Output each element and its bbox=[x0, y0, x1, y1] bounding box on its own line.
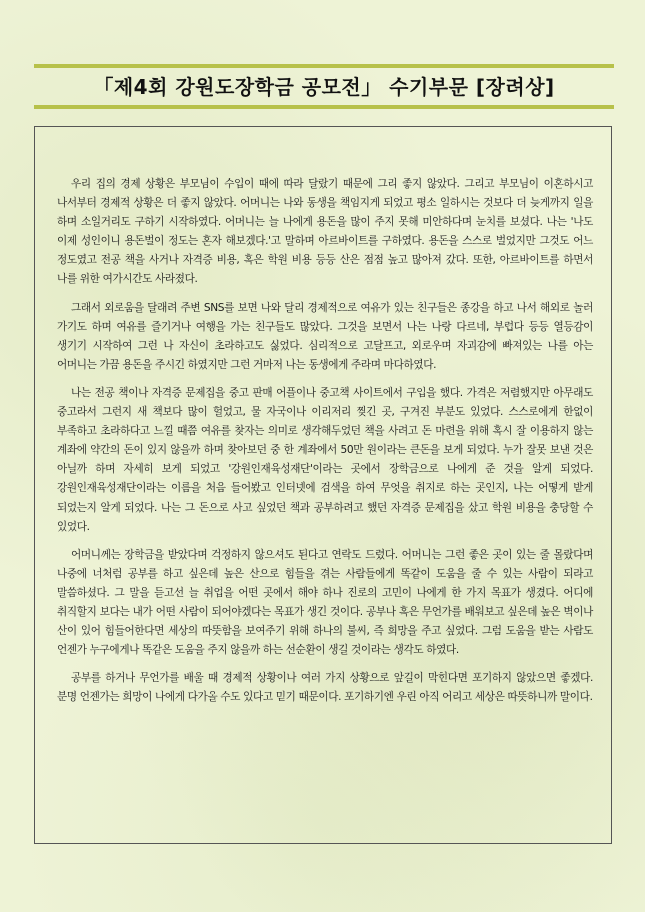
document-title: 「제4회 강원도장학금 공모전」 수기부문 [장려상] bbox=[93, 75, 555, 99]
essay-paragraph-4: 어머니께는 장학금을 받았다며 걱정하지 않으셔도 된다고 연락도 드렸다. 어머니는 그런 좋은 곳이 있는 줄 몰랐다며 나중에 너처럼 공부를 하고 싶은데 높은 산으로 힘들을 겪는 사람들에게 똑같이 도움을 줄 수 있는 사람이 되라고 말씀하셨다. 그 말을 듣고선 늘 취업을 어떤 곳에서 해야 하나 진로의 고민이 나에게 한 가지 목표가 생겼다. 어디에 취직할지 보다는 내가 어떤 사람이 되어야겠다는 목표가 생긴 것이다. 공부나 혹은 무언가를 배워보고 싶은데 높은 벽이나 산이 있어 힘들어한다면 세상의 따뜻함을 보여주기 위해 하나의 불씨, 즉 희망을 주고 싶었다. 그럼 도움을 받는 사람도 언젠가 누구에게나 똑같은 도움을 주지 않을까 하는 선순환이 생길 것이라는 생각도 하였다. bbox=[57, 548, 593, 657]
essay-paragraph-5: 공부를 하거나 무언가를 배울 때 경제적 상황이나 여러 가지 상황으로 앞길이 막힌다면 포기하지 않았으면 좋겠다. 분명 언젠가는 희망이 나에게 다가올 수도 있다고 믿기 때문이다. 포기하기엔 우린 아직 어리고 세상은 따뜻하니까 말이다. bbox=[57, 672, 593, 704]
essay-body-box bbox=[34, 126, 612, 844]
essay-paragraph-3: 나는 전공 책이나 자격증 문제집을 중고 판매 어플이나 중고책 사이트에서 구입을 했다. 가격은 저렴했지만 아무래도 중고라서 그런지 새 책보다 많이 헐었고, 물 자국이나 이리저리 찢긴 곳, 구겨진 부분도 있었다. 스스로에게 한없이 부족하고 초라하다고 느낄 때쯤 여유를 찾자는 의미로 생각해두었던 책을 사려고 돈 마련을 위해 혹시 잘 이용하지 않는 계좌에 약간의 돈이 있지 않을까 하며 찾아보던 중 한 계좌에서 50만 원이라는 큰돈을 보게 되었다. 누가 잘못 보낸 것은 아닐까 하며 자세히 보게 되었고 '강원인재육성재단'이라는 곳에서 장학금으로 나에게 준 것을 알게 되었다. 강원인재육성재단이라는 이름을 처음 들어봤고 인터넷에 검색을 하여 무엇을 취지로 하는 곳인지, 나는 어떻게 받게 되었는지 알게 되었다. 나는 그 돈으로 사고 싶었던 책과 공부하려고 했던 자격증 문제집을 샀고 학원 비용을 충당할 수 있었다. bbox=[57, 386, 593, 533]
essay-paragraph-2: 그래서 외로움을 달래려 주변 SNS를 보면 나와 달리 경제적으로 여유가 있는 친구들은 종강을 하고 나서 해외로 놀러 가기도 하며 여유를 즐기거나 여행을 가는 친구들도 많았다. 그것을 보면서 나는 나랑 다르네, 부럽다 등등 열등감이 생기기 시작하여 그런 나 자신이 초라하고도 싫었다. 심리적으로 고달프고, 외로우며 자괴감에 빠져있는 나를 아는 어머니는 가끔 용돈을 주시긴 하였지만 그런 거마저 나는 동생에게 주라며 마다하였다. bbox=[57, 301, 593, 371]
title-top-rule bbox=[34, 64, 614, 68]
title-bottom-rule bbox=[34, 105, 614, 109]
essay-paragraph-1: 우리 집의 경제 상황은 부모님이 수입이 때에 따라 달랐기 때문에 그리 좋지 않았다. 그리고 부모님이 이혼하시고 나서부터 경제적 상황은 더 좋지 않았다. 어머니는 나와 동생을 책임지게 되었고 평소 일하시는 것보다 더 늦게까지 일을 하며 소일거리도 구하기 시작하였다. 어머니는 늘 나에게 용돈을 많이 주지 못해 미안하다며 눈치를 보셨다. 나는 '나도 이제 성인이니 용돈벌이 정도는 혼자 해보겠다.'고 말하며 아르바이트를 구하였다. 용돈을 스스로 벌었지만 그것도 어느 정도였고 전공 책을 사거나 자격증 비용, 혹은 학원 비용 등등 산은 점점 높고 많아져 갔다. 또한, 아르바이트를 하면서 나를 위한 여가시간도 사라졌다. bbox=[57, 178, 593, 286]
